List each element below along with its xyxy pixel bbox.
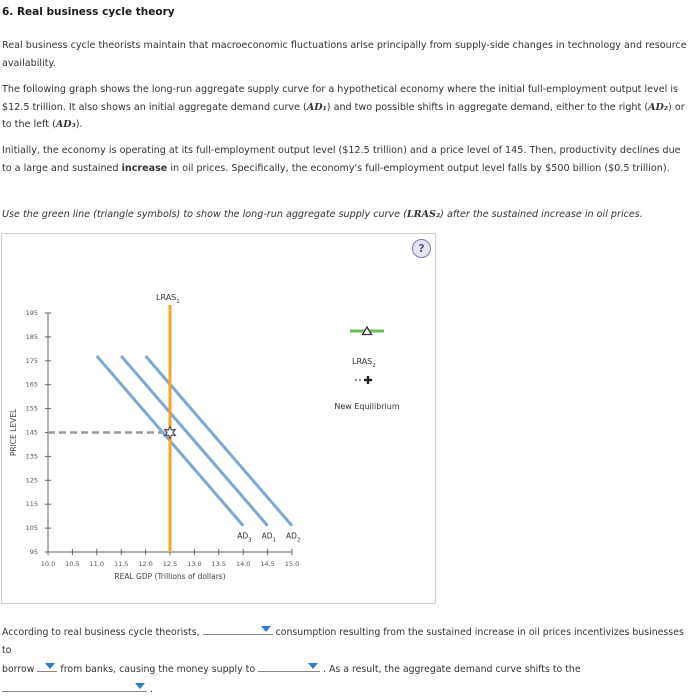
y-tick-label: 95 <box>29 548 38 556</box>
question-title: 6. Real business cycle theory <box>2 6 175 18</box>
question-text-2: consumption resulting from the sustained increase in oil prices incentivizes businesses to <box>2 627 684 656</box>
ad-curve-label-3: $AD_3$ <box>237 531 252 544</box>
x-tick-label: 12.5 <box>162 560 178 568</box>
question-text-1: According to real business cycle theorists, <box>2 627 200 638</box>
ad-shift-direction-dropdown[interactable] <box>2 679 147 692</box>
legend[interactable] <box>334 327 400 411</box>
chevron-down-icon[interactable] <box>261 626 271 632</box>
ad-curve-label-2: $AD_2$ <box>286 531 301 544</box>
x-tick-label: 14.5 <box>260 560 275 568</box>
ad-curve-1 <box>121 356 267 526</box>
y-tick-label: 105 <box>25 524 38 533</box>
chevron-down-icon[interactable] <box>45 663 55 669</box>
y-tick-label: 125 <box>25 476 38 485</box>
intro-text: Real business cycle theorists maintain that macroeconomic fluctuations arise principally from supply-side changes in technology and resource availability. <box>2 40 687 69</box>
scenario-text: Initially, the economy is operating at its full-employment output level ($12.5 trillion) and a price level of 145. Then, productivity declines due to a large and sustained increase in oil prices. Specifically, the economy's full-employment output level falls by $500 billion ($0.5 trillion). <box>2 145 681 174</box>
x-tick-label: 15.0 <box>284 560 300 568</box>
ad-as-graph[interactable] <box>2 234 435 603</box>
y-tick-label: 175 <box>25 356 38 365</box>
y-tick-label: 115 <box>25 500 38 509</box>
money-supply-dropdown[interactable] <box>258 659 320 672</box>
question-text-5: . As a result, the aggregate demand curve shifts to the <box>323 664 581 675</box>
consumption-type-dropdown[interactable] <box>203 622 273 635</box>
y-tick-label: 155 <box>25 404 38 413</box>
y-tick-label: 145 <box>25 428 38 437</box>
x-tick-label: 14.0 <box>235 560 251 568</box>
chevron-down-icon[interactable] <box>308 663 318 669</box>
lras2-subscript: 2 <box>372 363 376 369</box>
axes <box>9 309 299 581</box>
help-icon[interactable]: ? <box>412 239 431 258</box>
lras2-legend-label: $LRAS_2$ <box>352 357 376 369</box>
y-tick-label: 135 <box>25 452 38 461</box>
x-tick-label: 13.5 <box>211 560 227 568</box>
instruction-text: Use the green line (triangle symbols) to show the long-run aggregate supply curve (LRAS₂) after the sustained increase in oil prices. <box>2 209 643 220</box>
lras1-subscript: 1 <box>176 299 180 305</box>
borrow-dropdown[interactable] <box>37 659 57 672</box>
lras1-label: $LRAS_1$ <box>156 293 180 305</box>
ad-curve-2 <box>146 356 292 526</box>
y-tick-label: 185 <box>25 332 38 341</box>
question-text-3: borrow <box>2 664 35 675</box>
question-text-4: from banks, causing the money supply to <box>60 664 256 675</box>
ad-curve-subscript: 3 <box>248 537 252 544</box>
graph-description: The following graph shows the long-run aggregate supply curve for a hypothetical economy where the initial full-employment output level is $12.5 trillion. It also shows an initial aggregate demand curve (AD₁) and two possible shifts in aggregate demand, either to the right (AD₂) or to the left (AD₃). <box>2 84 685 130</box>
ad-curve-subscript: 2 <box>296 537 301 544</box>
x-axis-label: REAL GDP (Trillions of dollars) <box>114 572 226 581</box>
chevron-down-icon[interactable] <box>135 683 145 689</box>
y-axis-label: PRICE LEVEL <box>9 408 18 457</box>
ad-curve-label-1: $AD_1$ <box>261 531 277 544</box>
x-tick-label: 10.0 <box>40 560 56 568</box>
curves <box>48 293 300 552</box>
ad-curve-subscript: 1 <box>272 537 277 544</box>
x-tick-label: 10.5 <box>65 560 80 568</box>
question-text-6: . <box>149 683 153 695</box>
y-tick-label: 195 <box>25 309 38 317</box>
x-tick-label: 12.0 <box>138 560 153 568</box>
x-tick-label: 11.5 <box>113 560 129 568</box>
y-tick-label: 165 <box>25 380 38 389</box>
x-tick-label: 11.0 <box>89 560 105 568</box>
new-equilibrium-legend-label: New Equilibrium <box>334 402 400 411</box>
x-tick-label: 13.0 <box>187 560 202 568</box>
graph-panel[interactable] <box>1 233 436 604</box>
